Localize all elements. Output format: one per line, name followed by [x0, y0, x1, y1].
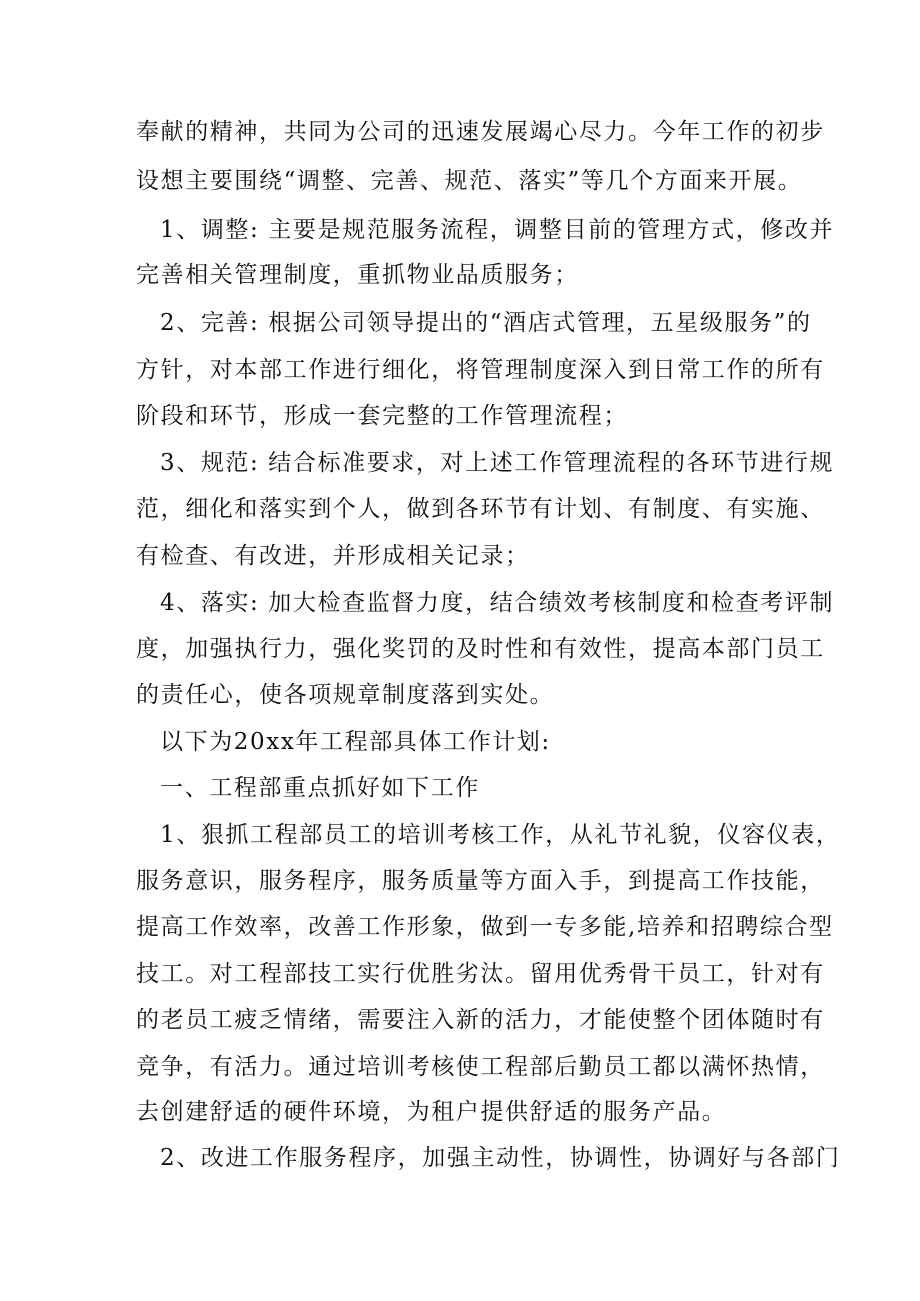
intro-line: 以下为20xx年工程部具体工作计划:: [160, 729, 551, 755]
paragraph-line: 设想主要围绕“调整、完善、规范、落实”等几个方面来开展。: [136, 168, 803, 194]
paragraph-line: 奉献的精神，共同为公司的迅速发展竭心尽力。今年工作的初步: [136, 119, 825, 145]
paragraph-line: 度，加强执行力，强化奖罚的及时性和有效性，提高本部门员工: [136, 636, 825, 662]
paragraph-line: 范，细化和落实到个人，做到各环节有计划、有制度、有实施、: [136, 496, 825, 522]
paragraph-line: 完善相关管理制度，重抓物业品质服务；: [136, 262, 579, 288]
item-4-line: 4、落实: 加大检查监督力度，结合绩效考核制度和检查考评制: [160, 590, 835, 616]
item-1-line: 1、调整: 主要是规范服务流程，调整目前的管理方式，修改并: [160, 217, 835, 243]
paragraph-line: 的老员工疲乏情绪，需要注入新的活力，才能使整个团体随时有: [136, 1007, 825, 1033]
section-heading: 一、工程部重点抓好如下工作: [160, 775, 480, 801]
item-2-line: 2、完善: 根据公司领导提出的“酒店式管理，五星级服务”的: [160, 310, 812, 336]
item-3-line: 3、规范: 结合标准要求，对上述工作管理流程的各环节进行规: [160, 450, 835, 476]
paragraph-line: 去创建舒适的硬件环境，为租户提供舒适的服务产品。: [136, 1099, 727, 1125]
paragraph-line: 有检查、有改进，并形成相关记录；: [136, 543, 530, 569]
paragraph-line: 提高工作效率，改善工作形象，做到一专多能,培养和招聘综合型: [136, 914, 834, 940]
paragraph-line: 技工。对工程部技工实行优胜劣汰。留用优秀骨干员工，针对有: [136, 961, 825, 987]
paragraph-line: 方针，对本部工作进行细化，将管理制度深入到日常工作的所有: [136, 357, 825, 383]
item-1-line: 1、狠抓工程部员工的培训考核工作，从礼节礼貌，仪容仪表，: [160, 822, 841, 848]
item-2-line: 2、改进工作服务程序，加强主动性，协调性，协调好与各部门: [160, 1145, 841, 1171]
paragraph-line: 竞争，有活力。通过培训考核使工程部后勤员工都以满怀热情，: [136, 1054, 825, 1080]
paragraph-line: 服务意识，服务程序，服务质量等方面入手，到提高工作技能，: [136, 868, 825, 894]
paragraph-line: 的责任心，使各项规章制度落到实处。: [136, 682, 555, 708]
paragraph-line: 阶段和环节，形成一套完整的工作管理流程；: [136, 403, 628, 429]
